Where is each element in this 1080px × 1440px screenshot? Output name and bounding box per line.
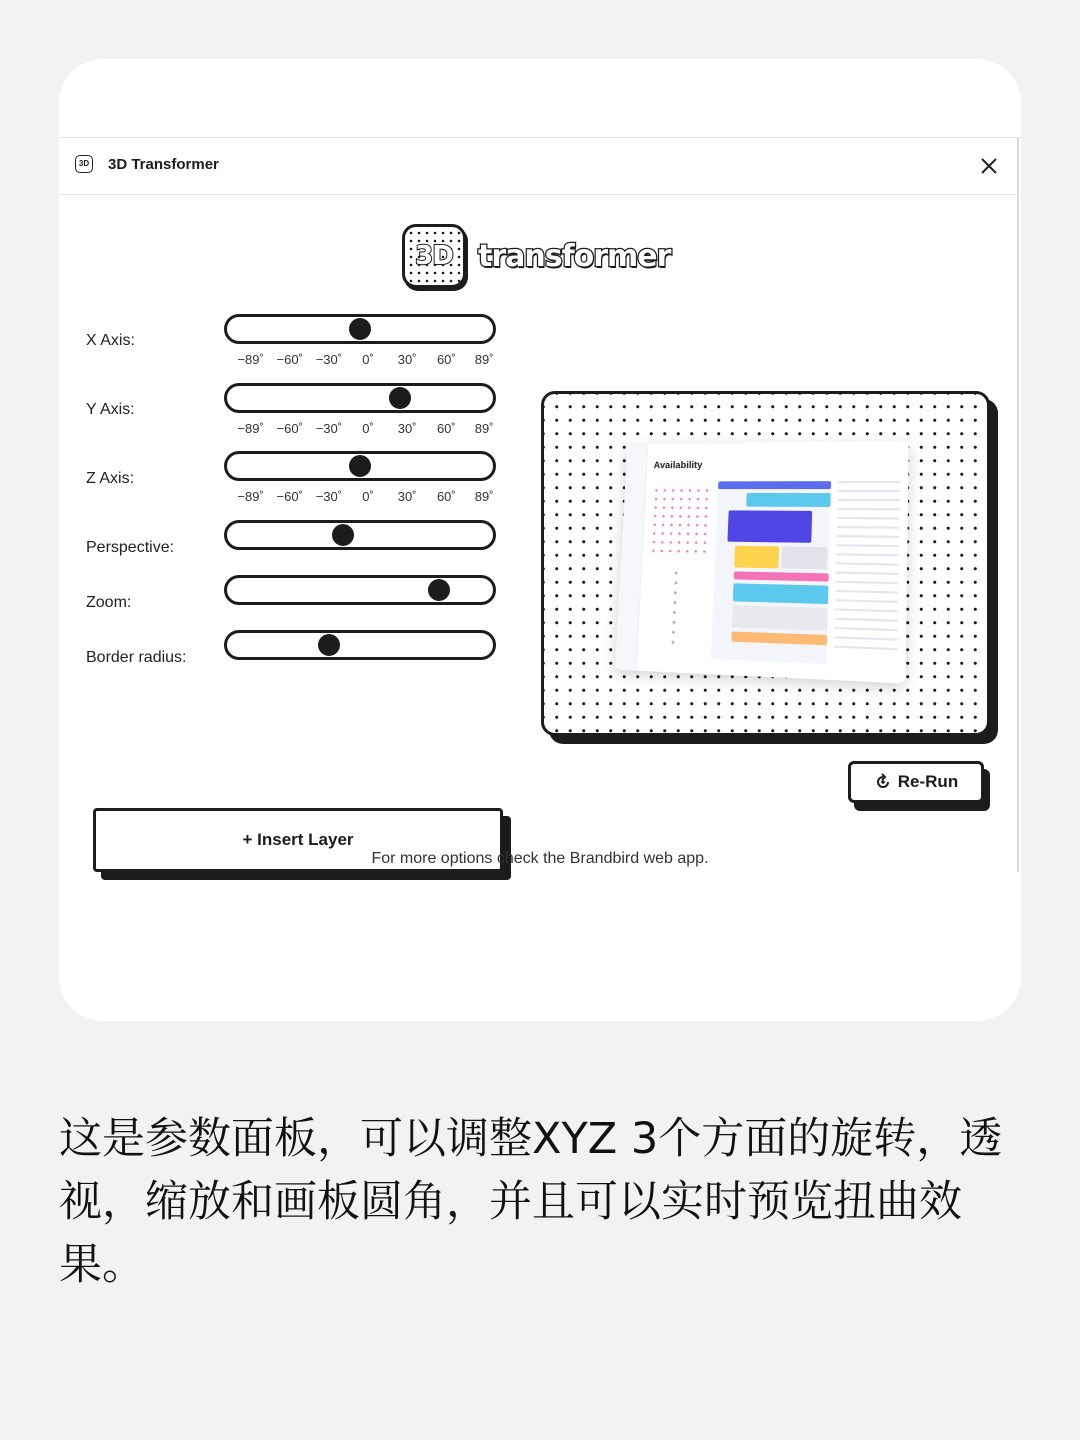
tick-label: 60˚: [436, 489, 456, 504]
perspective-slider[interactable]: [224, 520, 496, 550]
preview-mockup: [615, 441, 909, 684]
xaxis-slider-handle[interactable]: [349, 318, 371, 340]
logo-wordmark: transformer: [478, 238, 671, 274]
yaxis-slider-handle[interactable]: [389, 387, 411, 409]
window-title: 3D Transformer: [108, 156, 219, 173]
borderradius-label: Border radius:: [86, 649, 187, 666]
footer-note: For more options check the Brandbird web app.: [371, 850, 709, 867]
mockup-calendar: [649, 486, 713, 554]
insert-layer-button[interactable]: + Insert Layer: [93, 808, 503, 872]
preview-canvas: [541, 391, 990, 736]
xaxis-label: X Axis:: [86, 332, 135, 349]
yaxis-label: Y Axis:: [86, 401, 135, 418]
tick-label: 30˚: [397, 421, 417, 436]
xaxis-tick-labels: [229, 352, 499, 372]
tick-label: −89˚: [237, 352, 264, 367]
tick-label: −60˚: [276, 421, 303, 436]
tick-label: 89˚: [474, 421, 494, 436]
yaxis-slider[interactable]: [224, 383, 496, 413]
zoom-slider[interactable]: [224, 575, 496, 605]
mockup-heading: Availability: [653, 460, 703, 472]
main-card: [59, 59, 1021, 1021]
tick-label: 89˚: [474, 352, 494, 367]
caption-text: 这是参数面板，可以调整XYZ 3个方面的旋转，透视，缩放和画板圆角，并且可以实时预览扭曲效果。: [59, 1114, 1003, 1290]
tick-label: 0˚: [362, 352, 374, 367]
borderradius-slider[interactable]: [224, 630, 496, 660]
zaxis-tick-labels: [229, 489, 499, 509]
tick-label: −89˚: [237, 489, 264, 504]
mockup-details: [834, 481, 900, 657]
logo-badge-text: 3D: [415, 241, 453, 271]
tick-label: 30˚: [397, 352, 417, 367]
tick-label: 89˚: [474, 489, 494, 504]
plugin-window: [59, 137, 1021, 1021]
tick-label: −60˚: [276, 352, 303, 367]
zaxis-slider-handle[interactable]: [349, 455, 371, 477]
tick-label: 30˚: [397, 489, 417, 504]
mockup-categories: [644, 568, 705, 649]
tick-label: −60˚: [276, 489, 303, 504]
tick-label: 60˚: [436, 421, 456, 436]
zoom-label: Zoom:: [86, 594, 132, 611]
refresh-icon: [874, 773, 892, 791]
yaxis-tick-labels: [229, 421, 499, 441]
zoom-slider-handle[interactable]: [428, 579, 450, 601]
borderradius-slider-handle[interactable]: [318, 634, 340, 656]
xaxis-slider[interactable]: [224, 314, 496, 344]
tick-label: 0˚: [362, 489, 374, 504]
tick-label: −30˚: [315, 421, 343, 436]
logo-badge: [402, 224, 466, 288]
zaxis-slider[interactable]: [224, 451, 496, 481]
tick-label: −30˚: [315, 489, 343, 504]
rerun-label: Re-Run: [897, 772, 959, 791]
close-icon[interactable]: [975, 152, 1003, 180]
zaxis-label: Z Axis:: [86, 470, 135, 487]
app-3d-icon: 3D: [75, 155, 93, 173]
mockup-schedule: [711, 481, 831, 664]
perspective-label: Perspective:: [86, 539, 175, 556]
tick-label: 0˚: [362, 421, 374, 436]
rerun-button[interactable]: [848, 761, 984, 803]
title-bar: [59, 138, 1021, 195]
tick-label: −89˚: [237, 421, 264, 436]
mockup-sidebar: [615, 444, 648, 671]
tick-label: 60˚: [436, 352, 456, 367]
perspective-slider-handle[interactable]: [332, 524, 354, 546]
tick-label: −30˚: [315, 352, 343, 367]
brand-logo: [402, 222, 670, 290]
